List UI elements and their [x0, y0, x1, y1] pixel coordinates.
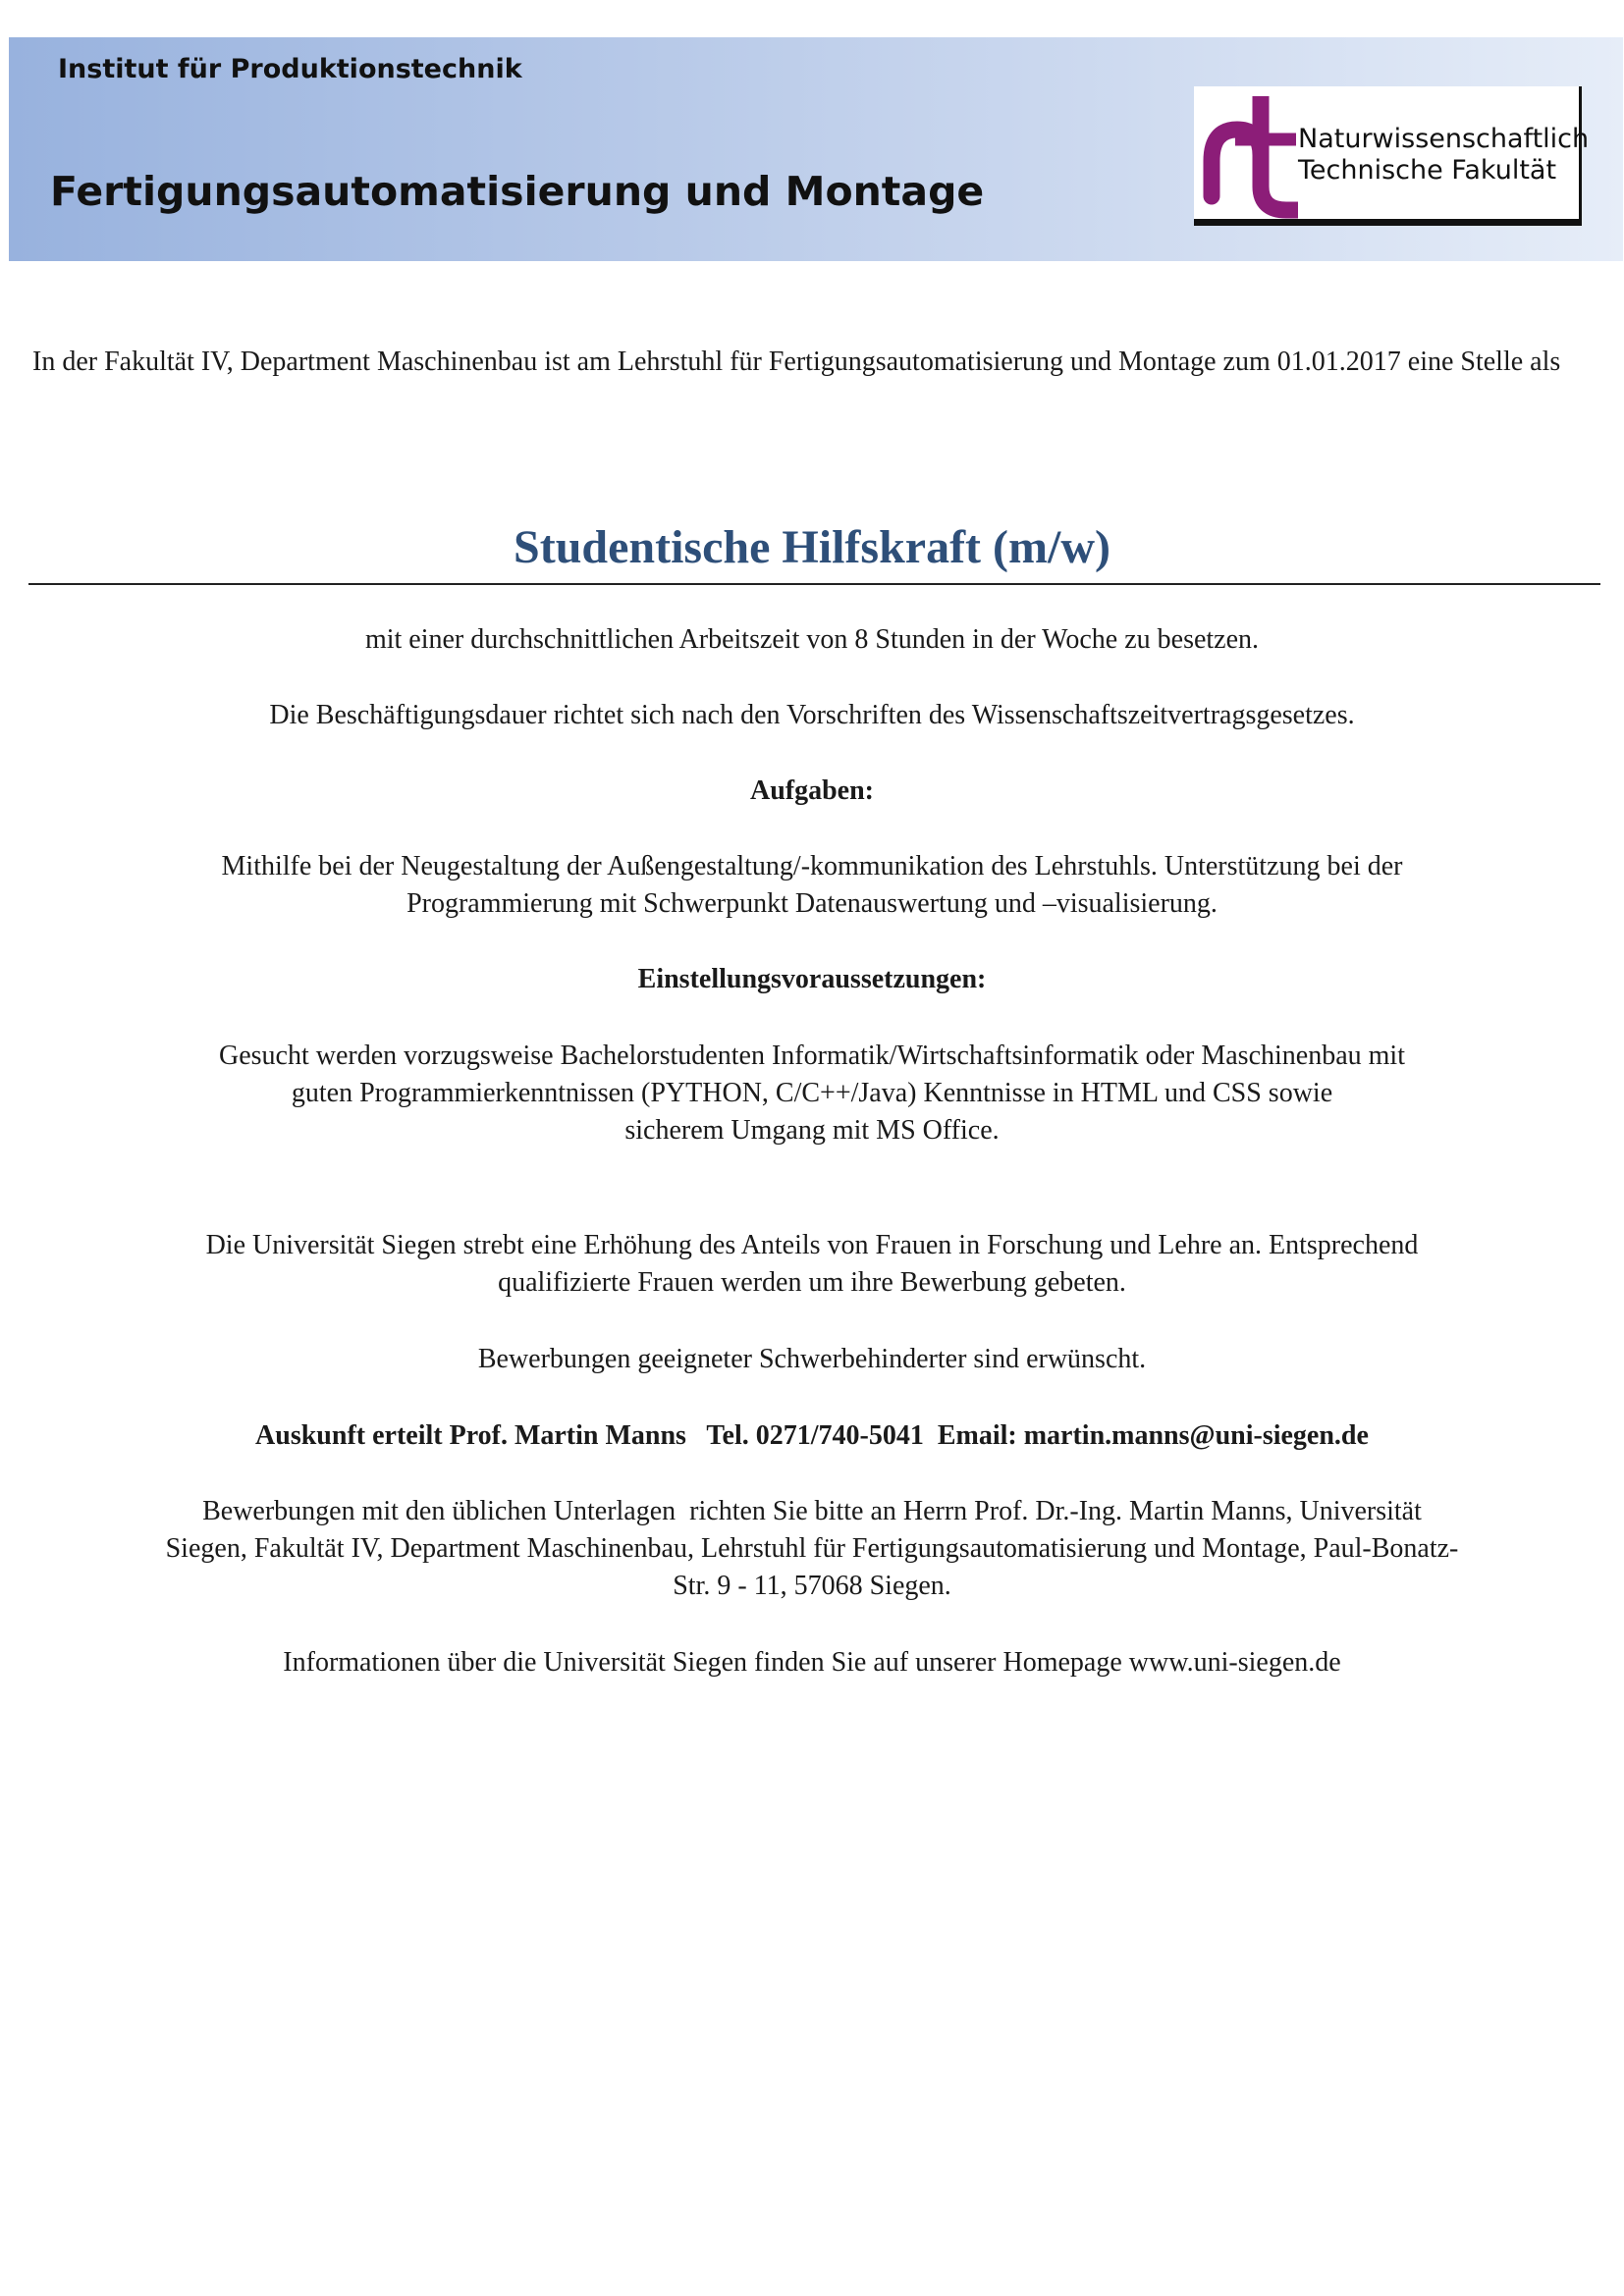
requirements-line: Gesucht werden vorzugsweise Bachelorstudenten Informatik/Wirtschaftsinformatik oder Maschinenbau mit [219, 1041, 1405, 1071]
job-title: Studentische Hilfskraft (m/w) [514, 521, 1110, 573]
equality-line: Die Universität Siegen strebt eine Erhöhung des Anteils von Frauen in Forschung und Lehre an. Entsprechend [205, 1230, 1419, 1260]
requirements-heading: Einstellungsvoraussetzungen: [637, 964, 987, 994]
chair-name: Fertigungsautomatisierung und Montage [50, 168, 985, 215]
contact-line: Auskunft erteilt Prof. Martin Manns Tel. 0271/740-5041 Email: martin.manns@uni-siegen.de [255, 1420, 1369, 1451]
working-hours-text: mit einer durchschnittlichen Arbeitszeit von 8 Stunden in der Woche zu besetzen. [364, 624, 1260, 655]
institute-name: Institut für Produktionstechnik [58, 54, 522, 84]
faculty-logo [1194, 86, 1590, 226]
tasks-line: Programmierung mit Schwerpunkt Datenauswertung und –visualisierung. [406, 888, 1218, 919]
application-line: Siegen, Fakultät IV, Department Maschinenbau, Lehrstuhl für Fertigungsautomatisierung und Montage, Paul-Bonatz- [165, 1533, 1459, 1564]
equality-line: qualifizierte Frauen werden um ihre Bewerbung gebeten. [498, 1267, 1126, 1298]
duration-text: Die Beschäftigungsdauer richtet sich nach den Vorschriften des Wissenschaftszeitvertragsgesetzes. [269, 700, 1355, 730]
title-divider [28, 583, 1600, 585]
requirements-line: guten Programmierkenntnissen (PYTHON, C/C++/Java) Kenntnisse in HTML und CSS sowie [291, 1078, 1333, 1108]
requirements-line: sicherem Umgang mit MS Office. [624, 1115, 1000, 1146]
intro-text: In der Fakultät IV, Department Maschinenbau ist am Lehrstuhl für Fertigungsautomatisierung und Montage zum 01.01.2017 eine Stelle als [32, 347, 1561, 377]
logo-text-line2: Technische Fakultät [1298, 155, 1557, 186]
nt-logo-icon [1196, 90, 1298, 222]
header-banner [9, 37, 1623, 261]
disabled-applicants-text: Bewerbungen geeigneter Schwerbehinderter sind erwünscht. [477, 1344, 1147, 1374]
logo-text-line1: Naturwissenschaftlich [1298, 124, 1590, 154]
tasks-line: Mithilfe bei der Neugestaltung der Außengestaltung/-kommunikation des Lehrstuhls. Unterstützung bei der [221, 851, 1403, 881]
application-line: Str. 9 - 11, 57068 Siegen. [673, 1571, 951, 1601]
info-text: Informationen über die Universität Siegen finden Sie auf unserer Homepage www.uni-siegen.de [283, 1647, 1341, 1678]
tasks-heading: Aufgaben: [749, 775, 874, 806]
application-line: Bewerbungen mit den üblichen Unterlagen richten Sie bitte an Herrn Prof. Dr.-Ing. Martin Manns, Universität [202, 1496, 1422, 1526]
